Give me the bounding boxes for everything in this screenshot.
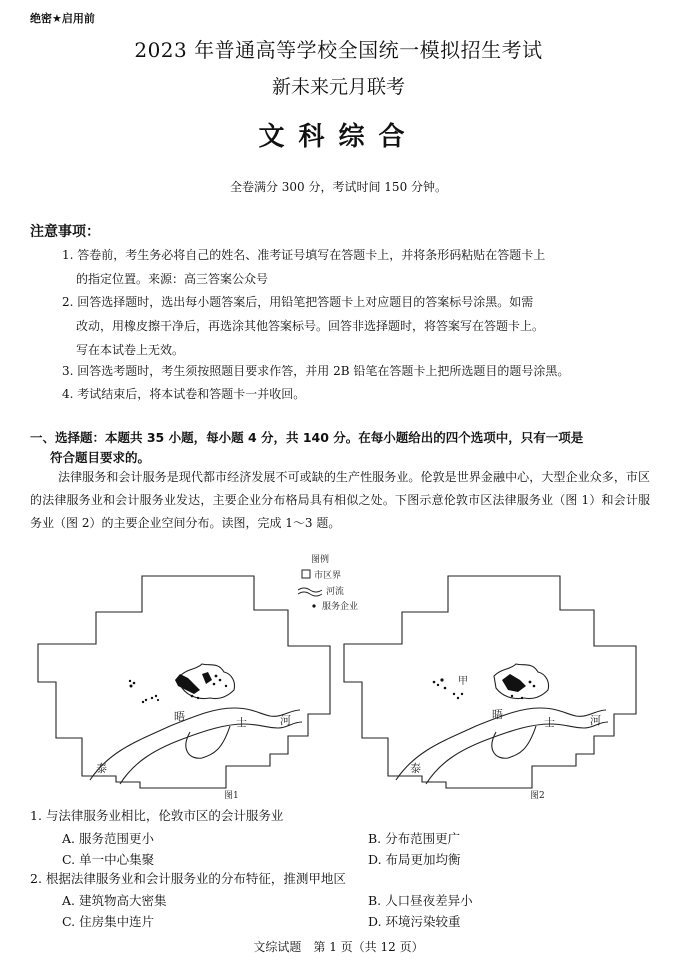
- note-line: 3. 回答选考题时，考生须按照题目要求作答，并用 2B 铅笔在答题卡上把所选题目的题号涂黑。: [62, 364, 570, 378]
- note-item: [62, 290, 650, 362]
- legend-city-symbol: [302, 570, 310, 578]
- note-item: [62, 382, 650, 406]
- question-intro: 法律服务和会计服务是现代都市经济发展不可或缺的生产性服务业。伦敦是世界金融中心，大型企业众多，市区的法律服务业和会计服务业发达，主要企业分布格局具有相似之处。下图示意伦敦市区法律服务业（图 1）和会计服务业（图 2）的主要企业空间分布。读图，完成 1～3 题。: [30, 470, 650, 530]
- map1-river-char: 晤: [174, 710, 185, 723]
- note-item: [62, 359, 650, 383]
- map2-river-char: 士: [544, 716, 555, 729]
- exam-subtitle: 新未来元月联考: [271, 76, 405, 98]
- map1-river-char: 河: [280, 714, 291, 727]
- exam-title: 2023 年普通高等学校全国统一模拟招生考试: [134, 38, 543, 62]
- map2-firms: [433, 674, 536, 699]
- option-b: B. 分布范围更广: [368, 831, 461, 846]
- legend-firm-symbol: [312, 604, 315, 607]
- map2-river-char: 晤: [492, 708, 503, 721]
- map-legend: [298, 553, 358, 612]
- note-line: 写在本试卷上无效。: [76, 343, 185, 357]
- london-maps-figure: [30, 550, 650, 802]
- legend-river-label: 河流: [326, 587, 345, 597]
- map2-river-char: 河: [590, 714, 601, 727]
- exam-meta: 全卷满分 300 分，考试时间 150 分钟。: [229, 180, 448, 194]
- map1-river-char: 泰: [96, 762, 107, 775]
- note-line: 4. 考试结束后，将本试卷和答题卡一并收回。: [62, 387, 306, 401]
- map2-boundary: [344, 576, 636, 788]
- map1-river-char: 士: [236, 716, 247, 729]
- option-c: C. 单一中心集聚: [62, 852, 155, 867]
- map2-river-south: [426, 722, 608, 784]
- note-item: [62, 243, 650, 291]
- question-stem: 1. 与法律服务业相比，伦敦市区的会计服务业: [30, 808, 284, 823]
- page-footer: 文综试题 第 1 页（共 12 页）: [253, 940, 424, 954]
- option-d: D. 环境污染较重: [368, 914, 461, 929]
- section-line: 符合题目要求的。: [50, 450, 151, 465]
- legend-title: 图例: [311, 555, 330, 565]
- map-2: [344, 576, 636, 788]
- note-line: 1. 答卷前，考生务必将自己的姓名、准考证号填写在答题卡上，并将条形码粘贴在答题卡上: [62, 248, 546, 262]
- legend-river-symbol: [298, 588, 322, 596]
- secret-mark: 绝密★启用前: [30, 12, 95, 25]
- legend-firm-label: 服务企业: [322, 602, 359, 612]
- section-line: 一、选择题：本题共 35 小题，每小题 4 分，共 140 分。在每小题给出的四个选项中，只有一项是: [30, 430, 584, 445]
- option-d: D. 布局更加均衡: [368, 852, 461, 867]
- note-line: 的指定位置。来源：高三答案公众号: [76, 272, 269, 286]
- section-heading: [30, 428, 650, 468]
- fig2-label: 图2: [530, 791, 545, 801]
- map2-river-char: 泰: [410, 762, 421, 775]
- fig1-label: 图1: [224, 791, 239, 801]
- option-b: B. 人口昼夜差异小: [368, 893, 473, 908]
- note-line: 改动，用橡皮擦干净后，再选涂其他答案标号。回答非选择题时，将答案写在答题卡上。: [76, 319, 545, 333]
- option-a: A. 服务范围更小: [62, 831, 154, 846]
- map1-river-south: [120, 722, 302, 784]
- subject-title: 文科综合: [258, 122, 419, 152]
- legend-city-label: 市区界: [314, 571, 342, 581]
- question-stem: 2. 根据法律服务业和会计服务业的分布特征，推测甲地区: [30, 871, 346, 886]
- notes-title: 注意事项：: [30, 224, 100, 240]
- place-jia: 甲: [458, 676, 468, 687]
- option-a: A. 建筑物高大密集: [62, 893, 167, 908]
- map1-river-north: [90, 708, 300, 780]
- note-line: 2. 回答选择题时，选出每小题答案后，用铅笔把答题卡上对应题目的答案标号涂黑。如需: [62, 295, 534, 309]
- option-c: C. 住房集中连片: [62, 914, 155, 929]
